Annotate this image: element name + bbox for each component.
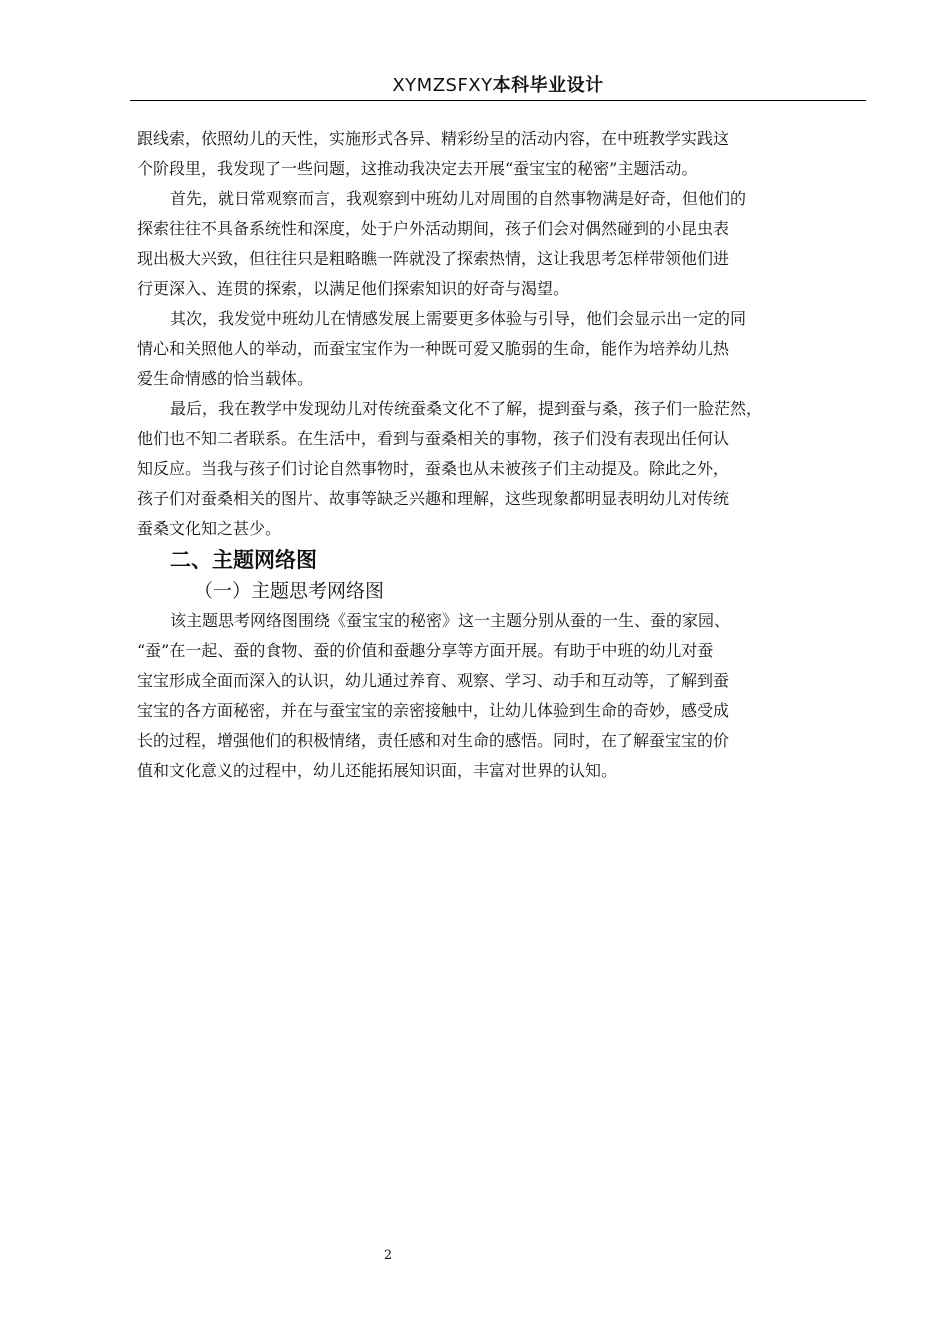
text-line: 情心和关照他人的举动，而蚕宝宝作为一种既可爱又脆弱的生命，能作为培养幼儿热 xyxy=(137,339,730,358)
text-line: 跟线索，依照幼儿的天性，实施形式各异、精彩纷呈的活动内容，在中班教学实践这 xyxy=(137,129,730,148)
paragraph xyxy=(137,304,867,394)
document-body xyxy=(137,124,867,786)
text-line: 个阶段里，我发现了一些问题，这推动我决定去开展“蚕宝宝的秘密”主题活动。 xyxy=(137,159,698,178)
text-line: 长的过程，增强他们的积极情绪，责任感和对生命的感悟。同时，在了解蚕宝宝的价 xyxy=(137,731,730,750)
text-line: 其次，我发觉中班幼儿在情感发展上需要更多体验与引导，他们会显示出一定的同 xyxy=(170,309,747,328)
paragraph xyxy=(137,184,867,304)
text-line: 宝宝的各方面秘密，并在与蚕宝宝的亲密接触中，让幼儿体验到生命的奇妙，感受成 xyxy=(137,701,730,720)
text-line: 爱生命情感的恰当载体。 xyxy=(137,369,314,388)
text-line: 首先，就日常观察而言，我观察到中班幼儿对周围的自然事物满是好奇，但他们的 xyxy=(170,189,747,208)
header-document-type: 本科毕业设计 xyxy=(492,75,604,96)
text-line: 现出极大兴致，但往往只是粗略瞧一阵就没了探索热情，这让我思考怎样带领他们进 xyxy=(137,249,730,268)
paragraph xyxy=(137,124,867,184)
text-line: 宝宝形成全面而深入的认识，幼儿通过养育、观察、学习、动手和互动等，了解到蚕 xyxy=(137,671,730,690)
text-line: 知反应。当我与孩子们讨论自然事物时，蚕桑也从未被孩子们主动提及。除此之外， xyxy=(137,459,730,478)
paragraph xyxy=(137,606,867,786)
section-heading: 二、主题网络图 xyxy=(170,548,317,572)
text-line: 行更深入、连贯的探索，以满足他们探索知识的好奇与渴望。 xyxy=(137,279,570,298)
subsection-heading: （一）主题思考网络图 xyxy=(194,580,385,602)
header-school-code: XYMZSFXY xyxy=(392,75,493,96)
text-line: “蚕”在一起、蚕的食物、蚕的价值和蚕趣分享等方面开展。有助于中班的幼儿对蚕 xyxy=(137,641,714,660)
subsection-paragraph xyxy=(137,606,867,786)
text-line: 他们也不知二者联系。在生活中，看到与蚕桑相关的事物，孩子们没有表现出任何认 xyxy=(137,429,730,448)
header-title xyxy=(392,75,603,96)
text-line: 探索往往不具备系统性和深度，处于户外活动期间，孩子们会对偶然碰到的小昆虫表 xyxy=(137,219,730,238)
text-line: 孩子们对蚕桑相关的图片、故事等缺乏兴趣和理解，这些现象都明显表明幼儿对传统 xyxy=(137,489,730,508)
paragraph xyxy=(137,394,867,544)
text-line: 蚕桑文化知之甚少。 xyxy=(137,519,282,538)
text-line: 该主题思考网络图围绕《蚕宝宝的秘密》这一主题分别从蚕的一生、蚕的家园、 xyxy=(170,611,731,630)
text-line: 最后，我在教学中发现幼儿对传统蚕桑文化不了解，提到蚕与桑，孩子们一脸茫然， xyxy=(170,399,763,418)
body-paragraphs xyxy=(137,124,867,544)
text-line: 值和文化意义的过程中，幼儿还能拓展知识面，丰富对世界的认知。 xyxy=(137,761,618,780)
page-header xyxy=(130,74,866,101)
page-number: 2 xyxy=(383,1248,393,1263)
